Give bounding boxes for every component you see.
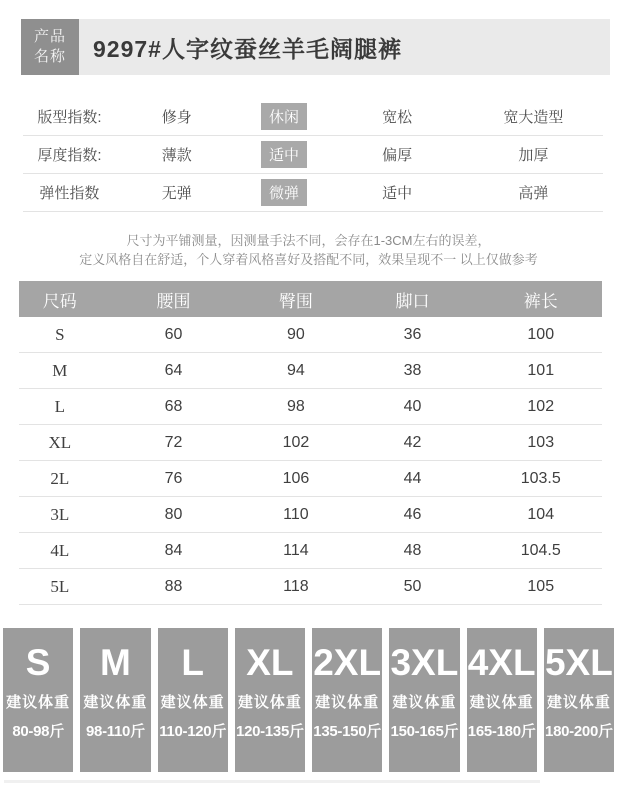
weight-box-range: 135-150斤: [313, 723, 381, 740]
column-header-waist: 腰围: [156, 291, 191, 311]
weight-box-range: 98-110斤: [85, 723, 145, 740]
weight-box-size: XL: [246, 642, 294, 683]
cell-waist: 84: [164, 541, 183, 559]
cell-pant-length: 103: [527, 433, 555, 451]
cell-hip: 90: [287, 325, 305, 343]
weight-box-4xl: [467, 628, 537, 772]
weight-box-size: S: [25, 642, 51, 683]
column-header-hip: 臀围: [278, 291, 313, 311]
size-table: [19, 281, 602, 605]
bottom-divider: [4, 780, 540, 783]
cell-size: 2L: [50, 468, 70, 488]
cell-size: XL: [48, 432, 72, 452]
weight-box-label: 建议体重: [315, 694, 380, 711]
size-table-header: [19, 281, 602, 317]
cell-waist: 80: [164, 505, 183, 523]
attribute-option: 高弹: [518, 185, 549, 202]
attribute-option: 修身: [161, 109, 192, 126]
attribute-option-cell: [238, 179, 331, 206]
cell-waist: 88: [164, 577, 183, 595]
product-header: [21, 19, 610, 75]
cell-waist: 64: [164, 361, 183, 379]
weight-guide: [3, 628, 614, 772]
weight-box-range: 180-200斤: [545, 723, 613, 740]
weight-box-size: L: [181, 642, 204, 683]
weight-box-size: 2XL: [313, 642, 382, 683]
cell-leg-opening: 36: [403, 325, 422, 343]
column-header-leg-opening: 脚口: [395, 291, 430, 311]
weight-box-range: 165-180斤: [467, 723, 536, 740]
attribute-row-fit: [23, 98, 603, 136]
attribute-option: 薄款: [161, 147, 192, 164]
cell-waist: 68: [164, 397, 183, 415]
cell-waist: 76: [164, 469, 183, 487]
weight-box-5xl: [544, 628, 614, 772]
weight-box-label: 建议体重: [83, 694, 148, 711]
column-header-size: 尺码: [42, 291, 77, 311]
attribute-label: 版型指数:: [37, 109, 102, 126]
table-row: [19, 461, 602, 497]
cell-pant-length: 100: [527, 325, 555, 343]
product-name-badge: [21, 19, 79, 75]
cell-waist: 60: [164, 325, 183, 343]
attribute-option: 无弹: [161, 185, 192, 202]
cell-pant-length: 105: [527, 577, 555, 595]
cell-leg-opening: 46: [403, 505, 422, 523]
cell-size: M: [52, 360, 68, 380]
weight-box-range: 110-120斤: [159, 723, 227, 740]
cell-leg-opening: 40: [403, 397, 422, 415]
measurement-note: [0, 231, 617, 269]
cell-leg-opening: 38: [403, 361, 422, 379]
weight-box-label: 建议体重: [6, 694, 71, 711]
column-header-pant-length: 裤长: [523, 291, 558, 311]
attribute-label: 弹性指数: [39, 185, 100, 202]
attribute-option: 偏厚: [382, 147, 413, 164]
attribute-option-selected: 适中: [261, 141, 307, 168]
cell-hip: 114: [283, 541, 309, 559]
weight-box-range: 150-165斤: [390, 723, 459, 740]
cell-leg-opening: 44: [403, 469, 422, 487]
product-title: 9297#人字纹蚕丝羊毛阔腿裤: [93, 35, 402, 62]
attribute-option-selected: 微弹: [261, 179, 307, 206]
badge-line-1: 产品: [33, 27, 66, 45]
weight-box-size: 3XL: [390, 642, 459, 683]
cell-hip: 94: [287, 361, 305, 379]
weight-box-label: 建议体重: [469, 694, 534, 711]
weight-box-range: 80-98斤: [12, 723, 64, 740]
weight-box-l: [158, 628, 228, 772]
cell-hip: 98: [287, 397, 305, 415]
table-row: [19, 497, 602, 533]
attribute-index-table: [23, 98, 603, 212]
weight-box-s: [3, 628, 73, 772]
table-row: [19, 569, 602, 605]
cell-pant-length: 104.5: [520, 541, 561, 559]
table-row: [19, 353, 602, 389]
table-row: [19, 533, 602, 569]
cell-size: 5L: [50, 576, 70, 596]
cell-hip: 102: [282, 433, 310, 451]
weight-box-label: 建议体重: [546, 694, 611, 711]
note-line-2: 定义风格自在舒适，个人穿着风格喜好及搭配不同，效果呈现不一 以上仅做参考: [79, 252, 538, 267]
cell-size: 3L: [50, 504, 70, 524]
cell-hip: 110: [283, 505, 309, 523]
weight-box-3xl: [389, 628, 459, 772]
weight-box-label: 建议体重: [160, 694, 225, 711]
weight-box-size: 4XL: [467, 642, 536, 683]
cell-leg-opening: 50: [403, 577, 422, 595]
cell-pant-length: 101: [527, 361, 555, 379]
cell-pant-length: 104: [527, 505, 555, 523]
weight-box-xl: [235, 628, 305, 772]
cell-hip: 106: [282, 469, 310, 487]
attribute-option-selected: 休闲: [261, 103, 307, 130]
table-row: [19, 389, 602, 425]
weight-box-range: 120-135斤: [236, 723, 304, 740]
cell-pant-length: 103.5: [520, 469, 561, 487]
attribute-option: 加厚: [518, 147, 549, 164]
weight-box-2xl: [312, 628, 382, 772]
attribute-row-elasticity: [23, 174, 603, 212]
badge-line-2: 名称: [33, 48, 66, 65]
weight-box-size: M: [99, 642, 131, 683]
cell-leg-opening: 42: [403, 433, 422, 451]
weight-box-size: 5XL: [544, 642, 613, 683]
attribute-option-cell: [238, 141, 331, 168]
attribute-label: 厚度指数:: [37, 147, 102, 164]
weight-box-label: 建议体重: [237, 694, 302, 711]
table-row: [19, 425, 602, 461]
weight-box-m: [80, 628, 150, 772]
cell-hip: 118: [283, 577, 309, 595]
table-row: [19, 317, 602, 353]
note-line-1: 尺寸为平铺测量，因测量手法不同，会存在1-3CM左右的误差，: [126, 233, 491, 248]
attribute-option: 宽松: [382, 109, 413, 126]
attribute-row-thickness: [23, 136, 603, 174]
cell-waist: 72: [164, 433, 183, 451]
cell-size: L: [54, 396, 65, 416]
attribute-option: 宽大造型: [503, 109, 564, 126]
cell-size: 4L: [50, 540, 70, 560]
weight-box-label: 建议体重: [392, 694, 457, 711]
attribute-option: 适中: [382, 185, 413, 202]
cell-size: S: [55, 324, 65, 344]
cell-leg-opening: 48: [403, 541, 422, 559]
attribute-option-cell: [238, 103, 331, 130]
cell-pant-length: 102: [527, 397, 555, 415]
